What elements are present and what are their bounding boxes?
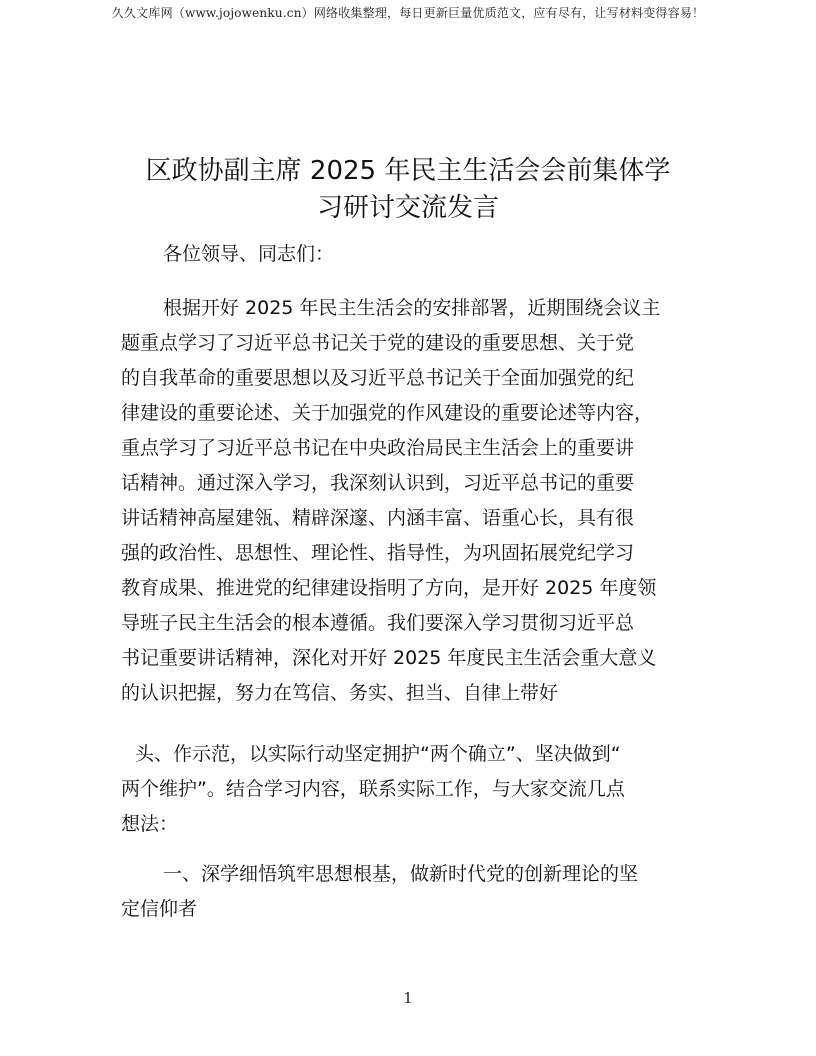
body-line: 的自我革命的重要思想以及习近平总书记关于全面加强党的纪 [121, 367, 635, 389]
site-header-notice: 久久文库网（www.jojowenku.cn）网络收集整理，每日更新巨量优质范文，应有尽有，让写材料变得容易！ [111, 6, 705, 20]
body-paragraph-1 [121, 291, 699, 711]
body-line: 书记重要讲话精神，深化对开好 2025 年度民主生活会重大意义 [121, 647, 657, 669]
body-line: 头、作示范，以实际行动坚定拥护“两个确立”、坚决做到“ [135, 743, 621, 765]
body-line: 话精神。通过深入学习，我深刻认识到，习近平总书记的重要 [121, 472, 635, 494]
title-line-1: 区政协副主席 2025 年民主生活会会前集体学 [145, 156, 671, 186]
body-line: 强的政治性、思想性、理论性、指导性，为巩固拓展党纪学习 [121, 542, 635, 564]
body-line: 两个维护”。结合学习内容，联系实际工作，与大家交流几点 [121, 778, 625, 800]
section-heading-line-1: 一、深学细悟筑牢思想根基，做新时代党的创新理论的坚 [163, 863, 639, 885]
title-line-2: 习研讨交流发言 [316, 193, 499, 223]
body-line: 想法： [121, 813, 179, 835]
body-paragraph-2 [121, 737, 699, 842]
body-line: 教育成果、推进党的纪律建设指明了方向，是开好 2025 年度领 [121, 577, 657, 599]
body-line: 题重点学习了习近平总书记关于党的建设的重要思想、关于党 [121, 332, 635, 354]
section-heading-line-2: 定信仰者 [121, 898, 198, 920]
page-title [100, 153, 716, 227]
section-heading [121, 857, 699, 927]
greeting [121, 237, 699, 272]
greeting-text: 各位领导、同志们： [163, 243, 335, 265]
body-line: 导班子民主生活会的根本遵循。我们要深入学习贯彻习近平总 [121, 612, 635, 634]
body-line: 根据开好 2025 年民主生活会的安排部署，近期围绕会议主 [163, 297, 661, 319]
body-line: 的认识把握，努力在笃信、务实、担当、自律上带好 [121, 682, 559, 704]
page-number: 1 [403, 989, 413, 1007]
body-line: 讲话精神高屋建瓴、精辟深邃、内涵丰富、语重心长，具有很 [121, 507, 635, 529]
body-line: 律建设的重要论述、关于加强党的作风建设的重要论述等内容， [121, 402, 654, 424]
body-line: 重点学习了习近平总书记在中央政治局民主生活会上的重要讲 [121, 437, 635, 459]
